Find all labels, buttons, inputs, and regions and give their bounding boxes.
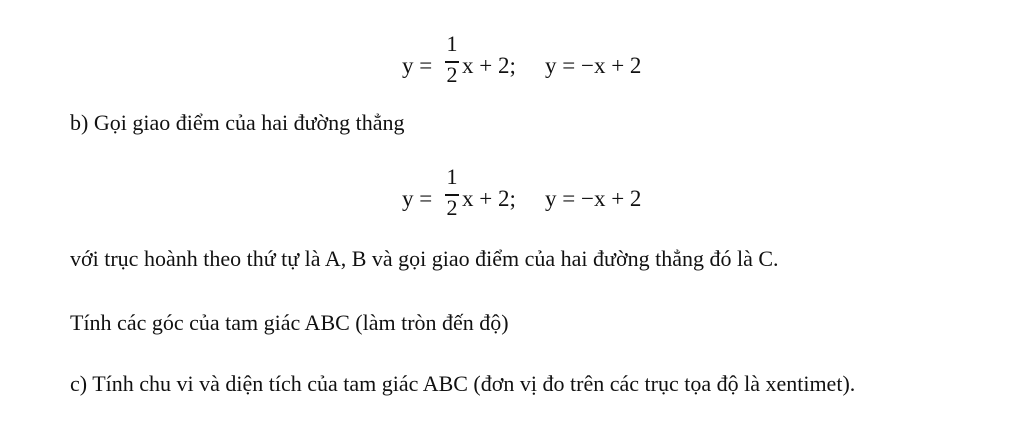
part-b-text: với trục hoành theo thứ tự là A, B và gọi giao điểm của hai đường thẳng đó là C. bbox=[70, 246, 779, 271]
fraction-numerator: 1 bbox=[446, 164, 458, 189]
part-b-intro: b) Gọi giao điểm của hai đường thẳng bbox=[70, 110, 405, 135]
fraction-denominator: 2 bbox=[446, 62, 458, 87]
formula-rest: x + 2; bbox=[462, 186, 516, 211]
fraction-numerator: 1 bbox=[446, 31, 458, 56]
formula-lhs: y = bbox=[402, 53, 433, 78]
fraction-denominator: 2 bbox=[446, 195, 458, 220]
formula-lhs: y = bbox=[402, 186, 433, 211]
part-b-task: Tính các góc của tam giác ABC (làm tròn đến độ) bbox=[70, 310, 509, 335]
formula-second-equation: y = −x + 2 bbox=[545, 186, 642, 211]
formula-rest: x + 2; bbox=[462, 53, 516, 78]
part-c-text: c) Tính chu vi và diện tích của tam giác ABC (đơn vị đo trên các trục tọa độ là xentimet). bbox=[70, 371, 856, 396]
formula-second-equation: y = −x + 2 bbox=[545, 53, 642, 78]
